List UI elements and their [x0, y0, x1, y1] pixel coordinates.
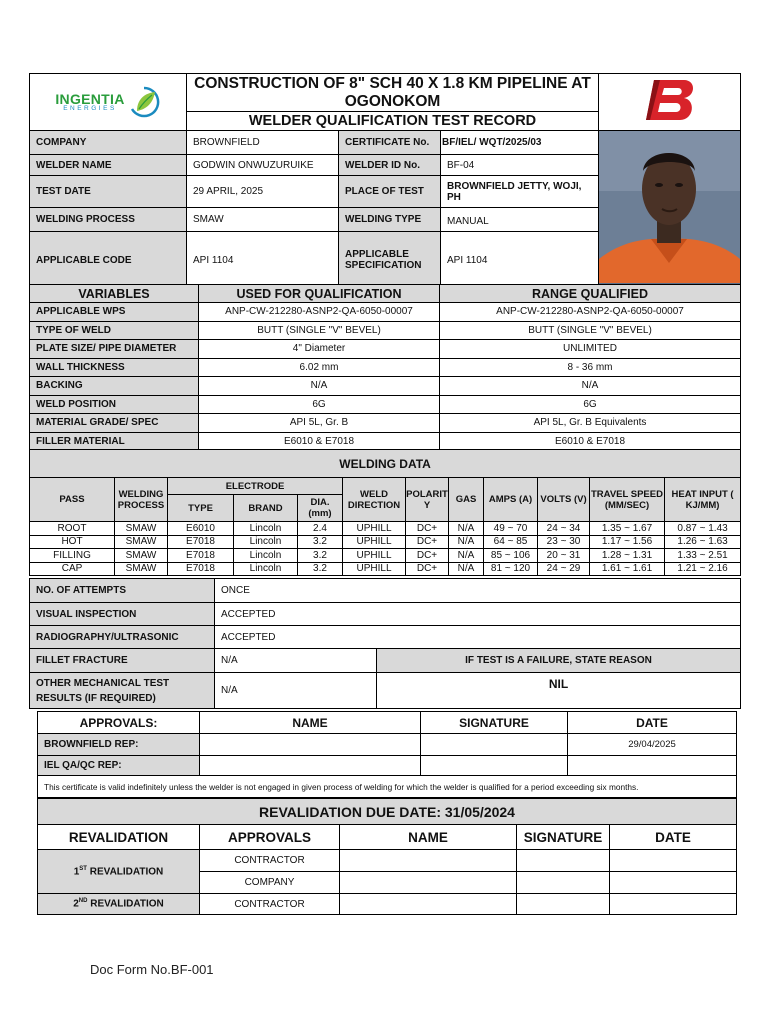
variables-header: VARIABLES — [30, 285, 199, 303]
reval-date-header: DATE — [610, 825, 737, 850]
variable-used-value: API 5L, Gr. B — [199, 414, 440, 433]
variable-used-value: E6010 & E7018 — [199, 432, 440, 451]
direction-cell: UPHILL — [343, 562, 406, 576]
iel-rep-signature — [421, 756, 568, 776]
b-brand-logo-icon — [640, 76, 700, 124]
amps-cell: 81 ~ 120 — [484, 562, 538, 576]
electrode-header: ELECTRODE — [168, 478, 343, 495]
process-value: SMAW — [187, 208, 339, 232]
direction-cell: UPHILL — [343, 535, 406, 549]
polarity-cell: DC+ — [406, 522, 449, 536]
other-test-label-line1: OTHER MECHANICAL TEST — [36, 677, 170, 689]
electrode-type-cell: E7018 — [168, 535, 234, 549]
attempts-value: ONCE — [215, 579, 741, 603]
heat-input-cell: 1.33 ~ 2.51 — [665, 549, 741, 563]
first-reval-contractor-date — [610, 850, 737, 872]
heat-input-cell: 1.26 ~ 1.63 — [665, 535, 741, 549]
variable-used-value: 6.02 mm — [199, 358, 440, 377]
revalidation-header: REVALIDATION — [38, 825, 200, 850]
electrode-dia-cell: 3.2 — [298, 535, 343, 549]
direction-cell: UPHILL — [343, 522, 406, 536]
first-reval-contractor-signature — [517, 850, 610, 872]
reval-name-header: NAME — [340, 825, 517, 850]
name-header: NAME — [200, 712, 421, 734]
gas-cell: N/A — [449, 535, 484, 549]
iel-rep-name — [200, 756, 421, 776]
revalidation-table — [37, 798, 737, 915]
reval-signature-header: SIGNATURE — [517, 825, 610, 850]
radiography-label: RADIOGRAPHY/ULTRASONIC — [30, 626, 215, 649]
first-reval-company-date — [610, 872, 737, 894]
reval-approvals-header: APPROVALS — [200, 825, 340, 850]
iel-rep-date — [568, 756, 737, 776]
variable-used-value: 6G — [199, 395, 440, 414]
welder-id-label: WELDER ID No. — [339, 155, 441, 176]
process-cell: SMAW — [115, 562, 168, 576]
record-title: WELDER QUALIFICATION TEST RECORD — [187, 112, 599, 131]
second-reval-contractor-date — [610, 894, 737, 915]
process-label: WELDING PROCESS — [30, 208, 187, 232]
electrode-brand-header: BRAND — [234, 495, 298, 522]
date-header: DATE — [568, 712, 737, 734]
variable-row — [30, 340, 741, 359]
variable-used-value: N/A — [199, 377, 440, 396]
variable-range-value: API 5L, Gr. B Equivalents — [440, 414, 741, 433]
heat-input-cell: 0.87 ~ 1.43 — [665, 522, 741, 536]
second-revalidation-label — [38, 894, 200, 915]
logo-main-text: INGENTIA — [55, 90, 125, 107]
approvals-header: APPROVALS: — [38, 712, 200, 734]
gas-cell: N/A — [449, 522, 484, 536]
first-revalidation-label — [38, 850, 200, 894]
welding-type-label: WELDING TYPE — [339, 208, 441, 232]
code-label: APPLICABLE CODE — [30, 232, 187, 289]
variable-range-value: ANP-CW-212280-ASNP2-QA-6050-00007 — [440, 303, 741, 322]
travel-speed-cell: 1.17 ~ 1.56 — [590, 535, 665, 549]
iel-rep-label: IEL QA/QC REP: — [38, 756, 200, 776]
variable-range-value: 8 - 36 mm — [440, 358, 741, 377]
pass-cell: HOT — [30, 535, 115, 549]
electrode-dia-cell: 2.4 — [298, 522, 343, 536]
company-value: BROWNFIELD — [187, 131, 339, 155]
used-header: USED FOR QUALIFICATION — [199, 285, 440, 303]
variable-used-value: 4" Diameter — [199, 340, 440, 359]
first-reval-text: REVALIDATION — [86, 866, 164, 878]
amps-header: AMPS (A) — [484, 478, 538, 522]
welder-name-value: GODWIN ONWUZURUIKE — [187, 155, 339, 176]
attempts-label: NO. OF ATTEMPTS — [30, 579, 215, 603]
electrode-type-cell: E7018 — [168, 562, 234, 576]
visual-label: VISUAL INSPECTION — [30, 603, 215, 626]
variable-row — [30, 377, 741, 396]
variable-used-value: ANP-CW-212280-ASNP2-QA-6050-00007 — [199, 303, 440, 322]
code-value: API 1104 — [187, 232, 339, 289]
ingentia-logo-cell — [30, 74, 187, 131]
second-reval-suffix: ND — [78, 898, 88, 905]
fillet-value: N/A — [215, 649, 377, 673]
welding-type-value: MANUAL — [441, 208, 599, 232]
spec-label: APPLICABLE SPECIFICATION — [339, 232, 441, 289]
variable-label: TYPE OF WELD — [30, 321, 199, 340]
first-reval-contractor: CONTRACTOR — [200, 850, 340, 872]
radiography-value: ACCEPTED — [215, 626, 741, 649]
electrode-brand-cell: Lincoln — [234, 522, 298, 536]
variable-label: BACKING — [30, 377, 199, 396]
welder-photo-cell — [599, 131, 741, 289]
brownfield-rep-label: BROWNFIELD REP: — [38, 734, 200, 756]
welder-photo-icon — [599, 131, 740, 283]
variable-range-value: BUTT (SINGLE "V" BEVEL) — [440, 321, 741, 340]
variable-label: MATERIAL GRADE/ SPEC — [30, 414, 199, 433]
approvals-table — [37, 711, 737, 798]
results-table — [29, 578, 741, 709]
process-cell: SMAW — [115, 522, 168, 536]
gas-cell: N/A — [449, 549, 484, 563]
amps-cell: 64 ~ 85 — [484, 535, 538, 549]
pass-cell: ROOT — [30, 522, 115, 536]
brownfield-rep-signature — [421, 734, 568, 756]
amps-cell: 49 ~ 70 — [484, 522, 538, 536]
variable-range-value: E6010 & E7018 — [440, 432, 741, 451]
ingentia-logo — [30, 85, 186, 119]
brownfield-rep-date: 29/04/2025 — [568, 734, 737, 756]
electrode-type-cell: E6010 — [168, 522, 234, 536]
welder-photo — [599, 131, 740, 288]
first-reval-company: COMPANY — [200, 872, 340, 894]
welder-name-label: WELDER NAME — [30, 155, 187, 176]
welding-data-row — [30, 522, 741, 536]
place-label: PLACE OF TEST — [339, 175, 441, 207]
process-header: WELDING PROCESS — [115, 478, 168, 522]
project-title-line1: CONSTRUCTION OF 8" SCH 40 X 1.8 KM PIPELINE AT — [194, 74, 591, 92]
electrode-dia-cell: 3.2 — [298, 549, 343, 563]
certificate-label: CERTIFICATE No. — [339, 131, 441, 155]
validity-note: This certificate is valid indefinitely unless the welder is not engaged in given process of welding for which the welder is qualified for a period exceeding six months. — [38, 776, 737, 798]
variable-label: APPLICABLE WPS — [30, 303, 199, 322]
welder-id-value: BF-04 — [441, 155, 599, 176]
variable-label: WELD POSITION — [30, 395, 199, 414]
failure-reason-label: IF TEST IS A FAILURE, STATE REASON — [377, 649, 741, 673]
process-cell: SMAW — [115, 549, 168, 563]
volts-cell: 24 ~ 29 — [538, 562, 590, 576]
gas-cell: N/A — [449, 562, 484, 576]
variable-range-value: UNLIMITED — [440, 340, 741, 359]
project-title — [187, 74, 599, 112]
electrode-dia-cell: 3.2 — [298, 562, 343, 576]
second-reval-contractor-name — [340, 894, 517, 915]
second-reval-text: REVALIDATION — [87, 898, 164, 910]
variables-table — [29, 284, 741, 451]
other-test-label-line2: RESULTS (IF REQUIRED) — [36, 692, 156, 704]
pass-cell: CAP — [30, 562, 115, 576]
fillet-label: FILLET FRACTURE — [30, 649, 215, 673]
variable-range-value: N/A — [440, 377, 741, 396]
variable-row — [30, 432, 741, 451]
electrode-brand-cell: Lincoln — [234, 562, 298, 576]
spec-value: API 1104 — [441, 232, 599, 289]
logo-sub-text: ENERGIES — [63, 104, 117, 112]
place-value: BROWNFIELD JETTY, WOJI, PH — [441, 175, 599, 207]
heat-input-header: HEAT INPUT ( KJ/MM) — [665, 478, 741, 522]
polarity-header: POLARIT Y — [406, 478, 449, 522]
failure-reason-value: NIL — [377, 673, 741, 709]
other-test-value: N/A — [215, 673, 377, 709]
brownfield-rep-name — [200, 734, 421, 756]
electrode-type-header: TYPE — [168, 495, 234, 522]
first-reval-number: 1 — [73, 866, 80, 878]
welding-data-row — [30, 535, 741, 549]
travel-speed-cell: 1.28 ~ 1.31 — [590, 549, 665, 563]
header-table — [29, 73, 741, 289]
variable-row — [30, 395, 741, 414]
volts-cell: 20 ~ 31 — [538, 549, 590, 563]
second-reval-number: 2 — [73, 898, 79, 910]
welding-data-table — [29, 449, 741, 576]
variable-label: PLATE SIZE/ PIPE DIAMETER — [30, 340, 199, 359]
welding-data-row — [30, 562, 741, 576]
second-reval-contractor-signature — [517, 894, 610, 915]
company-label: COMPANY — [30, 131, 187, 155]
heat-input-cell: 1.21 ~ 2.16 — [665, 562, 741, 576]
variable-row — [30, 321, 741, 340]
test-date-value: 29 APRIL, 2025 — [187, 175, 339, 207]
variable-range-value: 6G — [440, 395, 741, 414]
welding-data-row — [30, 549, 741, 563]
ingentia-leaf-icon — [127, 85, 161, 119]
other-test-label — [30, 673, 215, 709]
variable-used-value: BUTT (SINGLE "V" BEVEL) — [199, 321, 440, 340]
test-date-label: TEST DATE — [30, 175, 187, 207]
first-reval-company-name — [340, 872, 517, 894]
gas-header: GAS — [449, 478, 484, 522]
variable-row — [30, 358, 741, 377]
second-reval-contractor: CONTRACTOR — [200, 894, 340, 915]
electrode-brand-cell: Lincoln — [234, 549, 298, 563]
doc-form-number: Doc Form No.BF-001 — [90, 962, 214, 977]
electrode-dia-header: DIA. (mm) — [298, 495, 343, 522]
travel-speed-cell: 1.61 ~ 1.61 — [590, 562, 665, 576]
revalidation-due-date: REVALIDATION DUE DATE: 31/05/2024 — [38, 799, 737, 825]
variable-row — [30, 414, 741, 433]
direction-cell: UPHILL — [343, 549, 406, 563]
travel-speed-cell: 1.35 ~ 1.67 — [590, 522, 665, 536]
electrode-type-cell: E7018 — [168, 549, 234, 563]
polarity-cell: DC+ — [406, 549, 449, 563]
project-title-line2: OGONOKOM — [344, 92, 441, 110]
pass-header: PASS — [30, 478, 115, 522]
brand-logo-cell — [599, 74, 741, 131]
variable-label: FILLER MATERIAL — [30, 432, 199, 451]
volts-header: VOLTS (V) — [538, 478, 590, 522]
amps-cell: 85 ~ 106 — [484, 549, 538, 563]
range-header: RANGE QUALIFIED — [440, 285, 741, 303]
certificate-value: BF/IEL/ WQT/2025/03 — [441, 131, 599, 155]
volts-cell: 23 ~ 30 — [538, 535, 590, 549]
polarity-cell: DC+ — [406, 535, 449, 549]
welding-data-title: WELDING DATA — [30, 450, 741, 478]
first-reval-suffix: ST — [79, 865, 87, 872]
process-cell: SMAW — [115, 535, 168, 549]
variable-row — [30, 303, 741, 322]
pass-cell: FILLING — [30, 549, 115, 563]
signature-header: SIGNATURE — [421, 712, 568, 734]
polarity-cell: DC+ — [406, 562, 449, 576]
direction-header: WELD DIRECTION — [343, 478, 406, 522]
first-reval-contractor-name — [340, 850, 517, 872]
electrode-brand-cell: Lincoln — [234, 535, 298, 549]
variable-label: WALL THICKNESS — [30, 358, 199, 377]
visual-value: ACCEPTED — [215, 603, 741, 626]
volts-cell: 24 ~ 34 — [538, 522, 590, 536]
first-reval-company-signature — [517, 872, 610, 894]
speed-header: TRAVEL SPEED (MM/SEC) — [590, 478, 665, 522]
